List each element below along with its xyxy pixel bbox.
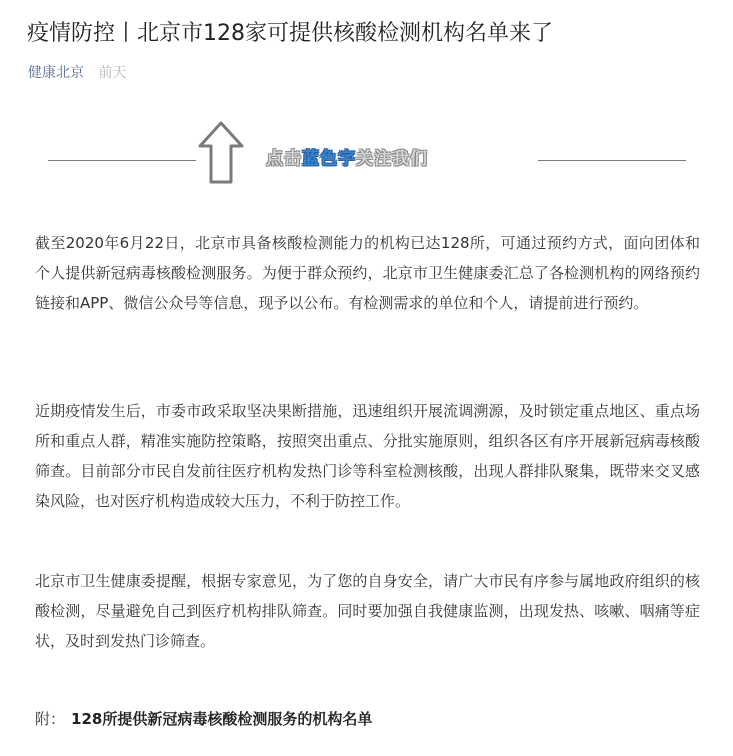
article-title: 疫情防控丨北京市128家可提供核酸检测机构名单来了 [27,21,553,46]
banner-divider-right [538,160,686,161]
article-meta [28,62,126,84]
appendix-heading [35,704,700,734]
follow-banner [0,110,733,190]
publish-time: 前天 [98,65,127,81]
appendix-title: 128所提供新冠病毒核酸检测服务的机构名单 [71,710,373,728]
author-link[interactable]: 健康北京 [28,65,84,81]
paragraph-3: 北京市卫生健康委提醒，根据专家意见，为了您的自身安全，请广大市民有序参与属地政府组织的核酸检测，尽量避免自己到医疗机构排队筛查。同时要加强自我健康监测，出现发热、咳嗽、咽痛等症状，及时到发热门诊筛查。 [35,572,700,650]
paragraph-2: 近期疫情发生后，市委市政采取坚决果断措施，迅速组织开展流调溯源，及时锁定重点地区、重点场所和重点人群，精准实施防控策略，按照突出重点、分批实施原则，组织各区有序开展新冠病毒核酸筛查。目前部分市民自发前往医疗机构发热门诊等科室检测核酸，出现人群排队聚集，既带来交叉感染风险，也对医疗机构造成较大压力，不利于防控工作。 [35,402,700,510]
banner-divider-left [48,160,196,161]
follow-prompt-prefix: 点击 [266,149,302,169]
follow-prompt-highlight: 蓝色字 [302,149,356,169]
follow-prompt[interactable] [266,146,428,172]
follow-prompt-suffix: 关注我们 [356,149,428,169]
paragraph-1: 截至2020年6月22日，北京市具备核酸检测能力的机构已达128所，可通过预约方式，面向团体和个人提供新冠病毒核酸检测服务。为便于群众预约，北京市卫生健康委汇总了各检测机构的网络预约链接和APP、微信公众号等信息，现予以公布。有检测需求的单位和个人，请提前进行预约。 [35,234,700,312]
appendix-label: 附： [35,710,66,728]
up-arrow-icon [196,120,246,186]
